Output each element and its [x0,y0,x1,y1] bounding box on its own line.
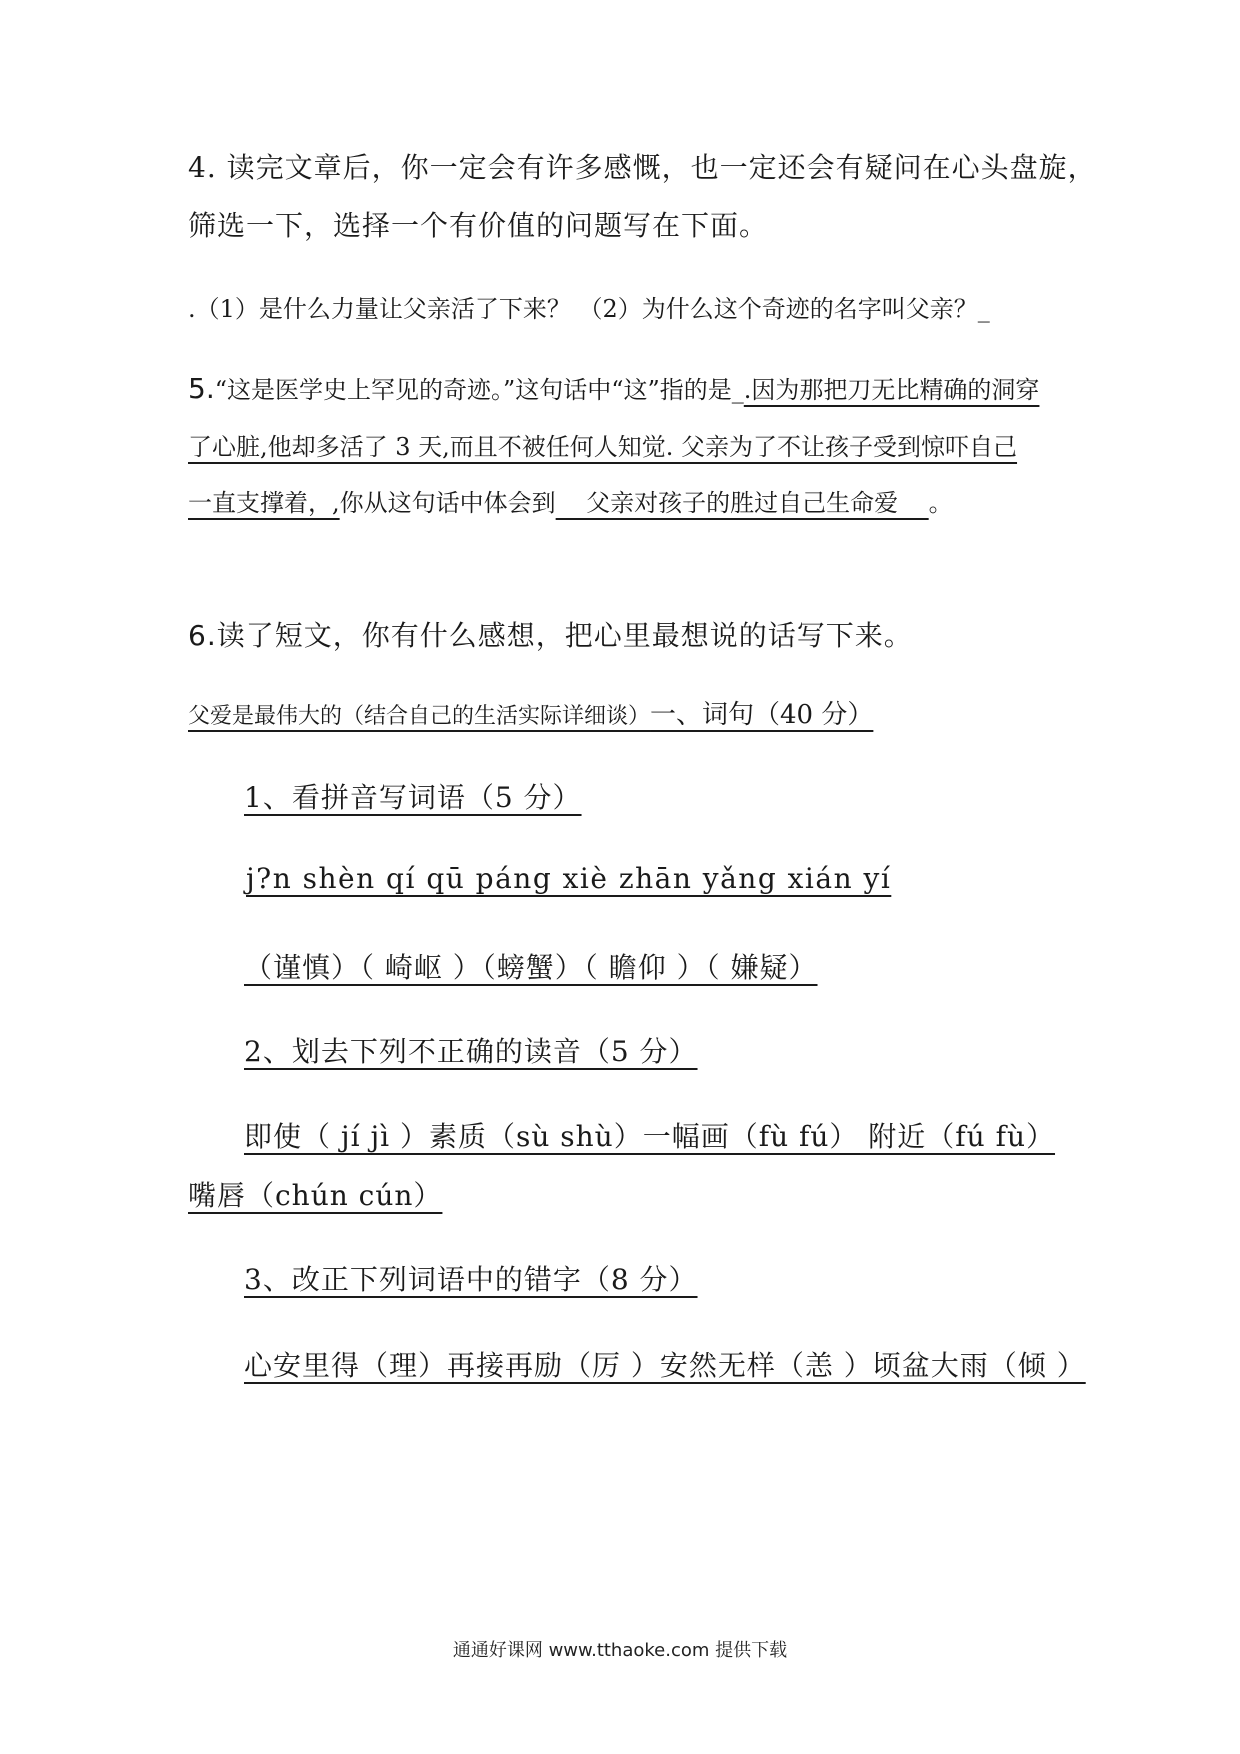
q5-answer-part3: 一直支撑着，, [188,489,340,517]
q4-answer-line: .（1）是什么力量让父亲活了下来？ （2）为什么这个奇迹的名字叫父亲？_ [188,295,990,323]
q5-line1 [188,370,1039,405]
word-item3-heading [188,1258,698,1298]
q5-number: 5. [188,372,215,405]
answers-text: （谨慎）（ 崎岖 ）（螃蟹）（ 瞻仰 ）（ 嫌疑） [244,951,818,984]
word-item2-text: 2、划去下列不正确的读音（5 分） [244,1035,698,1068]
q6-prompt: 读了短文，你有什么感想，把心里最想说的话写下来。 [216,619,913,652]
q5-line2: 了心脏,他却多活了 3 天,而且不被任何人知觉. 父亲为了不让孩子受到惊吓自己 [188,433,1018,461]
q5-answer-part1: .因为那把刀无比精确的洞穿 [743,376,1040,404]
pinyin-text: j?n shèn qí qū páng xiè zhān yǎng xián yí [246,862,892,895]
q6-answer: 父爱是最伟大的（结合自己的生活实际详细谈） [188,704,651,729]
q5-line3 [188,483,953,518]
q5-quote-text: “这是医学史上罕见的奇迹。”这句话中“这”指的是_ [214,376,744,404]
word-item1-heading [188,776,582,816]
corrections-text: 心安里得（理）再接再励（厉 ）安然无样（恙 ）顷盆大雨（倾 ） [244,1349,1086,1382]
readings-line1 [188,1115,1055,1155]
answers-line [188,946,818,986]
q6-number: 6. [188,619,217,652]
q6-line1 [188,614,913,654]
pinyin-line [188,862,891,895]
q6-answer-line [188,694,873,731]
q4-line2: 筛选一下，选择一个有价值的问题写在下面。 [188,209,769,242]
word-item2-heading [188,1030,698,1070]
q5-period: 。 [928,489,953,517]
q4-line1: 4. 读完文章后，你一定会有许多感慨，也一定还会有疑问在心头盘旋， [188,151,1097,184]
footer-credit: 通通好课网 www.tthaoke.com 提供下载 [452,1640,788,1661]
q5-fill-answer: 父亲对孩子的胜过自己生命爱 [555,489,929,517]
word-item3-text: 3、改正下列词语中的错字（8 分） [244,1263,698,1296]
readings-text1: 即使（ jí jì ）素质（sù shù）一幅画（fù fú） 附近（fú fù） [244,1120,1056,1153]
readings-line2: 嘴唇（chún cún） [188,1179,443,1212]
section-heading: 一、词句（40 分） [650,700,874,730]
word-item1-text: 1、看拼音写词语（5 分） [244,781,582,814]
corrections-line [188,1344,1086,1384]
q5-prompt: 你从这句话中体会到 [339,489,556,517]
